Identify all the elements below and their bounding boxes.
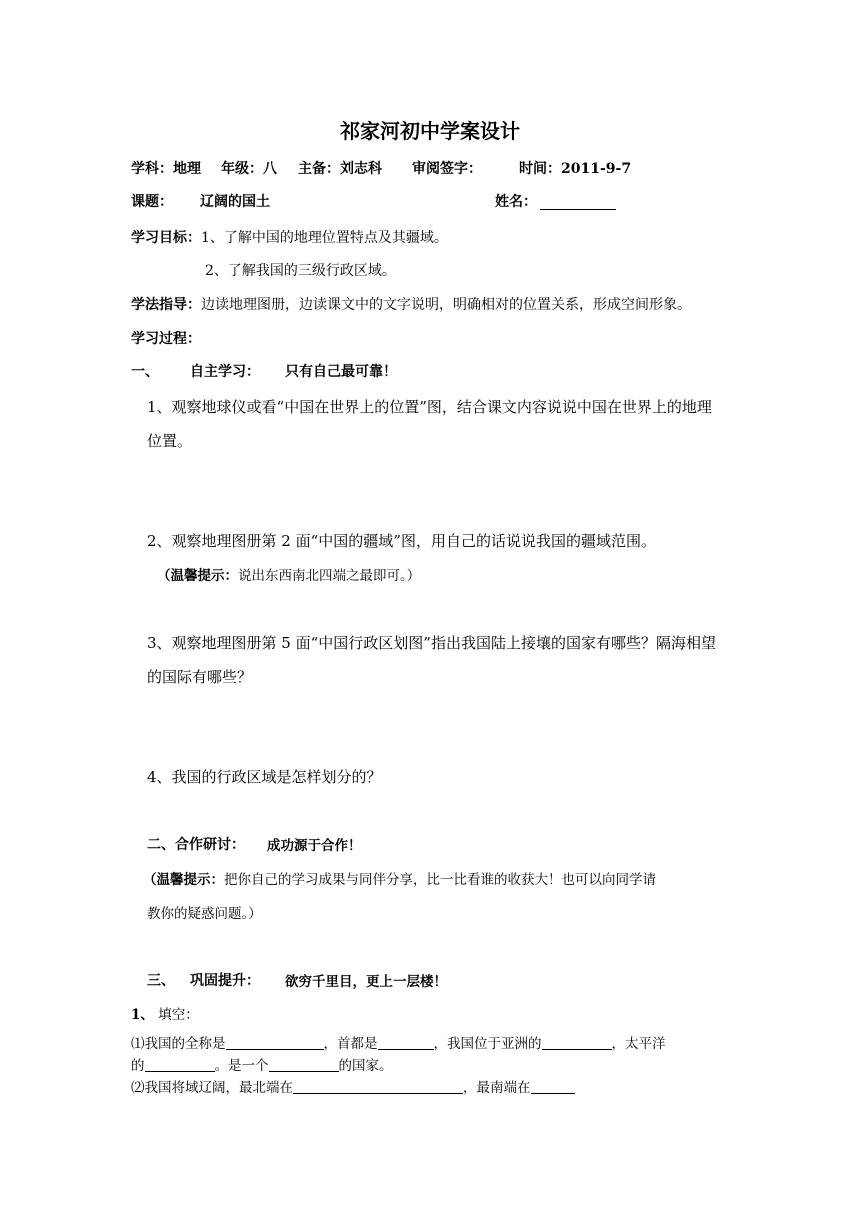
blank-northernmost (293, 1079, 463, 1094)
section2-tip-label: （温馨提示： (143, 872, 224, 888)
question-3-line-2: 的国际有哪些？ (147, 668, 253, 686)
fill-label: 填空： (158, 1007, 199, 1023)
date: 时间：2011-9-7 (519, 161, 632, 177)
method-text: 边读地理图册，边读课文中的文字说明，明确相对的位置关系，形成空间形象。 (201, 297, 691, 313)
fill-q1-text-g: 的国家。 (338, 1058, 393, 1074)
process-label: 学习过程： (131, 331, 201, 347)
section2-tip-line-1 (143, 868, 656, 888)
blank-full-name (226, 1035, 324, 1050)
question-1-line-2: 位置。 (147, 432, 193, 450)
fill-heading (131, 1003, 199, 1023)
blank-country-type (269, 1057, 339, 1072)
goals-label: 学习目标： (131, 230, 201, 246)
question-1-line-1: 1、观察地球仪或看“中国在世界上的位置”图，结合课文内容说说中国在世界上的地理 (147, 398, 712, 416)
question-4: 4、我国的行政区域是怎样划分的？ (147, 768, 382, 786)
section2-tip-text: 把你自己的学习成果与同伴分享，比一比看谁的收获大！也可以向同学请 (224, 872, 656, 888)
section2-motto: 成功源于合作！ (267, 838, 362, 854)
fill-q1-text-d: ，太平洋 (611, 1036, 666, 1052)
topic-value: 辽阔的国土 (200, 194, 270, 210)
fill-q1-text-f: 。是一个 (214, 1058, 269, 1074)
fill-q2-text-b: ，最南端在 (463, 1080, 531, 1096)
section2-tip-line-2: 教你的疑惑问题。） (147, 906, 262, 922)
fill-q2-line (131, 1076, 575, 1096)
fill-q2-text-a: ⑵我国将域辽阔，最北端在 (131, 1080, 293, 1096)
fill-q1-line-1 (131, 1032, 666, 1052)
fill-q1-text-e: 的 (131, 1058, 145, 1074)
name-label: 姓名： (495, 194, 537, 210)
goal-1: 1、了解中国的地理位置特点及其疆域。 (201, 230, 448, 246)
subject: 学科：地理 (131, 161, 201, 177)
blank-asia-position (542, 1035, 612, 1050)
blank-capital (378, 1035, 434, 1050)
goal-2: 2、了解我国的三级行政区域。 (205, 263, 396, 279)
review-signature: 审阅签字： (412, 161, 482, 177)
section3-title: 巩固提升： (190, 973, 260, 989)
tip-2-text: 说出东西南北四端之最即可。） (238, 568, 421, 584)
tip-2 (157, 564, 420, 584)
fill-q1-line-2 (131, 1054, 393, 1074)
fill-number: 1、 (131, 1007, 154, 1023)
fill-q1-text-b: ，首都是 (323, 1036, 378, 1052)
section3-motto: 欲穷千里目，更上一层楼！ (285, 974, 447, 990)
section3-number: 三、 (147, 973, 175, 989)
name-blank (540, 193, 616, 212)
section1-motto: 只有自己最可靠！ (285, 364, 397, 380)
goals-line-1 (131, 227, 448, 247)
question-2: 2、观察地理图册第 2 面“中国的疆域”图，用自己的话说说我国的疆域范围。 (147, 532, 656, 550)
fill-q1-text-c: ，我国位于亚洲的 (433, 1036, 542, 1052)
method-label: 学法指导： (131, 297, 201, 313)
tip-2-label: （温馨提示： (157, 568, 238, 584)
blank-pacific-position (145, 1057, 215, 1072)
question-3-line-1: 3、观察地理图册第 5 面“中国行政区划图”指出我国陆上接壤的国家有哪些？隔海相望 (147, 634, 716, 652)
section1-number: 一、 (131, 364, 159, 380)
preparer: 主备：刘志科 (298, 161, 382, 177)
blank-southernmost (531, 1079, 575, 1094)
section1-title: 自主学习： (190, 364, 260, 380)
page-title: 祁家河初中学案设计 (340, 119, 520, 143)
fill-q1-text-a: ⑴我国的全称是 (131, 1036, 226, 1052)
grade: 年级：八 (221, 161, 277, 177)
section2-title: 二、合作研讨： (147, 837, 245, 853)
topic-label: 课题： (131, 194, 173, 210)
method-line (131, 294, 691, 314)
